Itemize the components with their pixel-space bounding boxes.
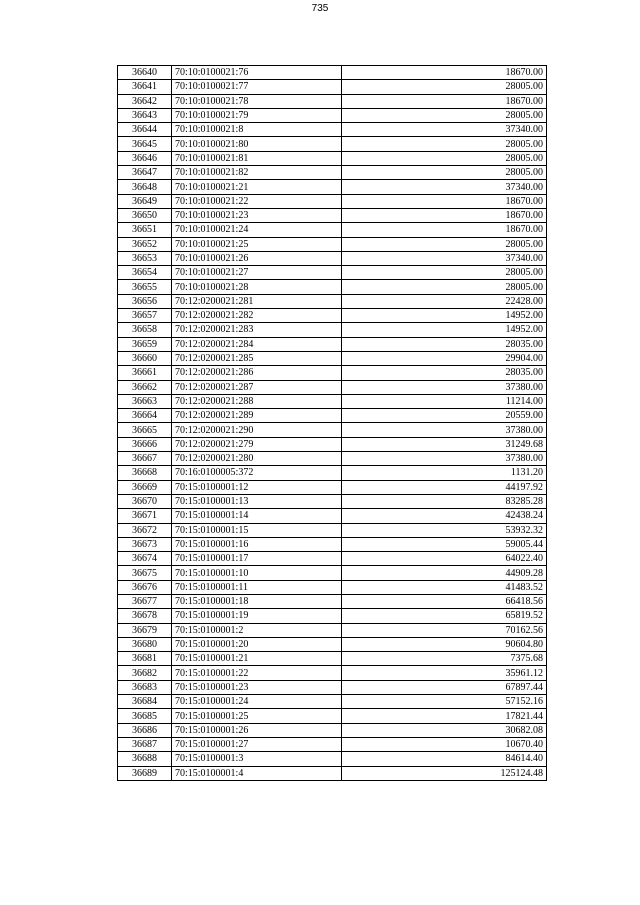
- cadastral-number-cell: 70:12:0200021:286: [172, 366, 342, 380]
- cadastral-number-cell: 70:10:0100021:21: [172, 180, 342, 194]
- cadastral-number-cell: 70:15:0100001:21: [172, 652, 342, 666]
- table-body: [118, 66, 547, 781]
- row-number-cell: 36650: [118, 208, 172, 222]
- cadastral-number-cell: 70:15:0100001:16: [172, 537, 342, 551]
- cadastral-value-cell: 28035.00: [342, 366, 547, 380]
- table-row: [118, 766, 547, 780]
- cadastral-number-cell: 70:10:0100021:76: [172, 66, 342, 80]
- table-row: [118, 409, 547, 423]
- cadastral-value-cell: 83285.28: [342, 494, 547, 508]
- cadastral-value-cell: 44197.92: [342, 480, 547, 494]
- row-number-cell: 36687: [118, 737, 172, 751]
- cadastral-number-cell: 70:10:0100021:78: [172, 94, 342, 108]
- row-number-cell: 36659: [118, 337, 172, 351]
- cadastral-value-cell: 37380.00: [342, 380, 547, 394]
- cadastral-number-cell: 70:10:0100021:79: [172, 108, 342, 122]
- cadastral-value-cell: 66418.56: [342, 594, 547, 608]
- cadastral-value-cell: 37380.00: [342, 452, 547, 466]
- cadastral-value-cell: 17821.44: [342, 709, 547, 723]
- table-row: [118, 80, 547, 94]
- row-number-cell: 36689: [118, 766, 172, 780]
- table-row: [118, 623, 547, 637]
- row-number-cell: 36645: [118, 137, 172, 151]
- row-number-cell: 36643: [118, 108, 172, 122]
- cadastral-value-cell: 37340.00: [342, 123, 547, 137]
- cadastral-value-cell: 18670.00: [342, 223, 547, 237]
- cadastral-value-cell: 67897.44: [342, 680, 547, 694]
- row-number-cell: 36658: [118, 323, 172, 337]
- cadastral-number-cell: 70:15:0100001:12: [172, 480, 342, 494]
- row-number-cell: 36665: [118, 423, 172, 437]
- cadastral-value-cell: 28005.00: [342, 151, 547, 165]
- cadastral-number-cell: 70:15:0100001:26: [172, 723, 342, 737]
- cadastral-value-cell: 44909.28: [342, 566, 547, 580]
- row-number-cell: 36649: [118, 194, 172, 208]
- table-row: [118, 194, 547, 208]
- row-number-cell: 36662: [118, 380, 172, 394]
- cadastral-number-cell: 70:12:0200021:289: [172, 409, 342, 423]
- cadastral-value-cell: 1131.20: [342, 466, 547, 480]
- table-row: [118, 566, 547, 580]
- row-number-cell: 36678: [118, 609, 172, 623]
- row-number-cell: 36685: [118, 709, 172, 723]
- cadastral-value-cell: 20559.00: [342, 409, 547, 423]
- cadastral-number-cell: 70:15:0100001:27: [172, 737, 342, 751]
- table-row: [118, 666, 547, 680]
- row-number-cell: 36683: [118, 680, 172, 694]
- cadastral-number-cell: 70:12:0200021:290: [172, 423, 342, 437]
- cadastral-value-cell: 42438.24: [342, 509, 547, 523]
- cadastral-value-cell: 41483.52: [342, 580, 547, 594]
- cadastral-number-cell: 70:10:0100021:22: [172, 194, 342, 208]
- cadastral-number-cell: 70:10:0100021:23: [172, 208, 342, 222]
- row-number-cell: 36679: [118, 623, 172, 637]
- table-row: [118, 637, 547, 651]
- table-row: [118, 66, 547, 80]
- cadastral-value-cell: 70162.56: [342, 623, 547, 637]
- cadastral-number-cell: 70:12:0200021:285: [172, 351, 342, 365]
- cadastral-number-cell: 70:12:0200021:279: [172, 437, 342, 451]
- row-number-cell: 36686: [118, 723, 172, 737]
- row-number-cell: 36680: [118, 637, 172, 651]
- row-number-cell: 36647: [118, 166, 172, 180]
- row-number-cell: 36661: [118, 366, 172, 380]
- row-number-cell: 36663: [118, 394, 172, 408]
- cadastral-number-cell: 70:15:0100001:2: [172, 623, 342, 637]
- table-row: [118, 494, 547, 508]
- cadastral-number-cell: 70:15:0100001:10: [172, 566, 342, 580]
- cadastral-value-cell: 28005.00: [342, 108, 547, 122]
- cadastral-number-cell: 70:15:0100001:24: [172, 695, 342, 709]
- cadastral-number-cell: 70:12:0200021:281: [172, 294, 342, 308]
- row-number-cell: 36671: [118, 509, 172, 523]
- table-row: [118, 423, 547, 437]
- table-row: [118, 437, 547, 451]
- table-row: [118, 180, 547, 194]
- cadastral-number-cell: 70:15:0100001:22: [172, 666, 342, 680]
- table-row: [118, 237, 547, 251]
- table-row: [118, 737, 547, 751]
- cadastral-value-cell: 28005.00: [342, 237, 547, 251]
- row-number-cell: 36660: [118, 351, 172, 365]
- cadastral-value-cell: 28035.00: [342, 337, 547, 351]
- cadastral-number-cell: 70:15:0100001:3: [172, 752, 342, 766]
- cadastral-number-cell: 70:16:0100005:372: [172, 466, 342, 480]
- cadastral-value-cell: 57152.16: [342, 695, 547, 709]
- table-row: [118, 394, 547, 408]
- cadastral-value-cell: 11214.00: [342, 394, 547, 408]
- cadastral-number-cell: 70:15:0100001:23: [172, 680, 342, 694]
- cadastral-value-cell: 7375.68: [342, 652, 547, 666]
- cadastral-value-cell: 35961.12: [342, 666, 547, 680]
- table-row: [118, 609, 547, 623]
- cadastral-number-cell: 70:10:0100021:24: [172, 223, 342, 237]
- row-number-cell: 36676: [118, 580, 172, 594]
- table-row: [118, 752, 547, 766]
- cadastral-value-cell: 28005.00: [342, 266, 547, 280]
- table-row: [118, 509, 547, 523]
- row-number-cell: 36654: [118, 266, 172, 280]
- cadastral-number-cell: 70:10:0100021:25: [172, 237, 342, 251]
- cadastral-number-cell: 70:15:0100001:13: [172, 494, 342, 508]
- cadastral-value-cell: 22428.00: [342, 294, 547, 308]
- row-number-cell: 36653: [118, 251, 172, 265]
- row-number-cell: 36667: [118, 452, 172, 466]
- table-row: [118, 309, 547, 323]
- cadastral-value-cell: 30682.08: [342, 723, 547, 737]
- table-row: [118, 123, 547, 137]
- row-number-cell: 36646: [118, 151, 172, 165]
- cadastral-number-cell: 70:12:0200021:282: [172, 309, 342, 323]
- cadastral-value-cell: 28005.00: [342, 80, 547, 94]
- table-row: [118, 166, 547, 180]
- row-number-cell: 36666: [118, 437, 172, 451]
- cadastral-value-cell: 18670.00: [342, 66, 547, 80]
- cadastral-number-cell: 70:15:0100001:15: [172, 523, 342, 537]
- table-row: [118, 380, 547, 394]
- cadastral-number-cell: 70:15:0100001:19: [172, 609, 342, 623]
- table-row: [118, 723, 547, 737]
- table-row: [118, 366, 547, 380]
- row-number-cell: 36642: [118, 94, 172, 108]
- table-row: [118, 294, 547, 308]
- row-number-cell: 36675: [118, 566, 172, 580]
- table-row: [118, 480, 547, 494]
- table-row: [118, 137, 547, 151]
- row-number-cell: 36670: [118, 494, 172, 508]
- table-row: [118, 280, 547, 294]
- table-row: [118, 323, 547, 337]
- table-row: [118, 151, 547, 165]
- table-row: [118, 680, 547, 694]
- cadastral-number-cell: 70:15:0100001:11: [172, 580, 342, 594]
- cadastral-value-cell: 59005.44: [342, 537, 547, 551]
- cadastral-value-table: [117, 65, 547, 781]
- row-number-cell: 36677: [118, 594, 172, 608]
- row-number-cell: 36674: [118, 552, 172, 566]
- row-number-cell: 36688: [118, 752, 172, 766]
- cadastral-value-cell: 10670.40: [342, 737, 547, 751]
- table-row: [118, 108, 547, 122]
- table-row: [118, 552, 547, 566]
- cadastral-number-cell: 70:12:0200021:280: [172, 452, 342, 466]
- cadastral-value-cell: 29904.00: [342, 351, 547, 365]
- cadastral-number-cell: 70:10:0100021:80: [172, 137, 342, 151]
- table-row: [118, 452, 547, 466]
- table-row: [118, 223, 547, 237]
- cadastral-number-cell: 70:12:0200021:283: [172, 323, 342, 337]
- row-number-cell: 36656: [118, 294, 172, 308]
- table-row: [118, 266, 547, 280]
- cadastral-value-cell: 14952.00: [342, 323, 547, 337]
- row-number-cell: 36684: [118, 695, 172, 709]
- row-number-cell: 36673: [118, 537, 172, 551]
- row-number-cell: 36641: [118, 80, 172, 94]
- cadastral-number-cell: 70:15:0100001:20: [172, 637, 342, 651]
- table-row: [118, 652, 547, 666]
- cadastral-number-cell: 70:10:0100021:8: [172, 123, 342, 137]
- cadastral-value-cell: 28005.00: [342, 280, 547, 294]
- row-number-cell: 36652: [118, 237, 172, 251]
- table-row: [118, 594, 547, 608]
- cadastral-number-cell: 70:10:0100021:77: [172, 80, 342, 94]
- cadastral-value-cell: 90604.80: [342, 637, 547, 651]
- cadastral-value-cell: 84614.40: [342, 752, 547, 766]
- cadastral-number-cell: 70:12:0200021:287: [172, 380, 342, 394]
- row-number-cell: 36664: [118, 409, 172, 423]
- table-row: [118, 695, 547, 709]
- page-number: 735: [311, 3, 329, 14]
- cadastral-value-cell: 53932.32: [342, 523, 547, 537]
- cadastral-number-cell: 70:10:0100021:82: [172, 166, 342, 180]
- cadastral-value-cell: 125124.48: [342, 766, 547, 780]
- row-number-cell: 36651: [118, 223, 172, 237]
- table-row: [118, 94, 547, 108]
- table-row: [118, 709, 547, 723]
- row-number-cell: 36655: [118, 280, 172, 294]
- cadastral-value-cell: 37340.00: [342, 180, 547, 194]
- row-number-cell: 36640: [118, 66, 172, 80]
- cadastral-number-cell: 70:15:0100001:25: [172, 709, 342, 723]
- row-number-cell: 36669: [118, 480, 172, 494]
- cadastral-value-cell: 28005.00: [342, 137, 547, 151]
- cadastral-value-cell: 18670.00: [342, 208, 547, 222]
- table-row: [118, 208, 547, 222]
- cadastral-number-cell: 70:10:0100021:26: [172, 251, 342, 265]
- cadastral-value-cell: 14952.00: [342, 309, 547, 323]
- table-row: [118, 523, 547, 537]
- row-number-cell: 36682: [118, 666, 172, 680]
- cadastral-number-cell: 70:10:0100021:28: [172, 280, 342, 294]
- cadastral-value-cell: 64022.40: [342, 552, 547, 566]
- cadastral-value-cell: 28005.00: [342, 166, 547, 180]
- table-row: [118, 466, 547, 480]
- cadastral-number-cell: 70:12:0200021:284: [172, 337, 342, 351]
- table-row: [118, 537, 547, 551]
- row-number-cell: 36681: [118, 652, 172, 666]
- cadastral-number-cell: 70:15:0100001:18: [172, 594, 342, 608]
- table-row: [118, 351, 547, 365]
- cadastral-value-cell: 65819.52: [342, 609, 547, 623]
- cadastral-number-cell: 70:15:0100001:17: [172, 552, 342, 566]
- row-number-cell: 36668: [118, 466, 172, 480]
- table-row: [118, 337, 547, 351]
- cadastral-value-cell: 18670.00: [342, 194, 547, 208]
- cadastral-value-cell: 37380.00: [342, 423, 547, 437]
- cadastral-number-cell: 70:12:0200021:288: [172, 394, 342, 408]
- cadastral-number-cell: 70:10:0100021:27: [172, 266, 342, 280]
- table-row: [118, 580, 547, 594]
- cadastral-number-cell: 70:10:0100021:81: [172, 151, 342, 165]
- row-number-cell: 36672: [118, 523, 172, 537]
- cadastral-value-cell: 18670.00: [342, 94, 547, 108]
- row-number-cell: 36644: [118, 123, 172, 137]
- row-number-cell: 36657: [118, 309, 172, 323]
- table-row: [118, 251, 547, 265]
- cadastral-value-cell: 37340.00: [342, 251, 547, 265]
- row-number-cell: 36648: [118, 180, 172, 194]
- cadastral-value-cell: 31249.68: [342, 437, 547, 451]
- cadastral-number-cell: 70:15:0100001:14: [172, 509, 342, 523]
- cadastral-number-cell: 70:15:0100001:4: [172, 766, 342, 780]
